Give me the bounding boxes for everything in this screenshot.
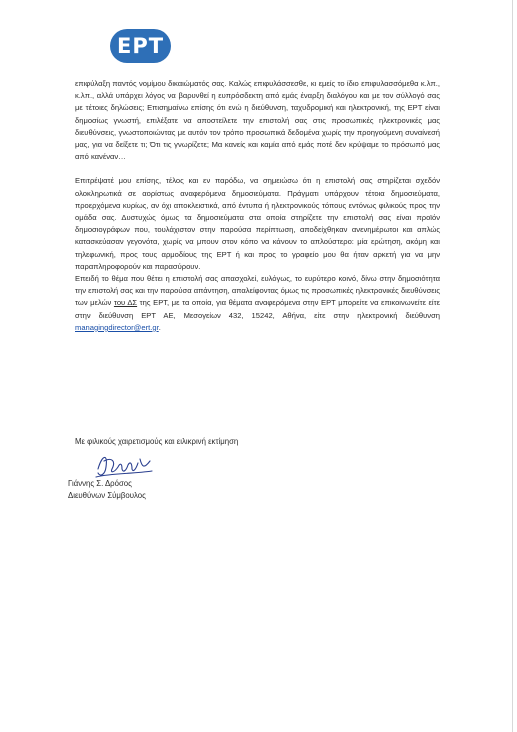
- signer-name: Γιάννης Σ. Δρόσος: [68, 479, 132, 488]
- closing-salutation: Με φιλικούς χαιρετισμούς και ειλικρινή εκτίμηση: [75, 437, 239, 446]
- paragraph-1: επιφύλαξη παντός νομίμου δικαιώματός σας. Καλώς επιφυλάσσεσθε, κι εμείς το ίδιο επιφυλασσόμεθα κ.λπ., κ.λπ., αλλά υπάρχει λόγος να βαρυνθεί η ευπρόσδεκτη από εμάς έναρξη διαλόγου και με τον σύλλογό σας με τέτοιες δηλώσεις; Επισημαίνω επίσης ότι ενώ η διεύθυνση, ταχυδρομική και ηλεκτρονική, της ΕΡΤ είναι δημοσίως γνωστή, επιλέξατε να αποστείλετε την επιστολή σας στις προσωπικές ηλεκτρονικές μας διευθύνσεις, γνωστοποιώντας με αυτόν τον τρόπο προσωπικά δεδομένα χωρίς την προηγούμενη συναίνεσή μας, για να δείξετε τι; Ότι τις γνωρίζετε; Μα κανείς και καμία από εμάς ποτέ δεν κρύψαμε το πρόσωπό μας από κανέναν…: [75, 79, 440, 162]
- page-edge: [512, 0, 513, 732]
- signer-title: Διευθύνων Σύμβουλος: [68, 491, 146, 500]
- paragraph-3-text-b: της ΕΡΤ, με τα οποία, για θέματα αναφερόμενα στην ΕΡΤ μπορείτε να επικοινωνείτε είτε στην διεύθυνση ΕΡΤ ΑΕ, Μεσογείων 432, 15242, Αθήνα, είτε στην ηλεκτρονική διεύθυνση: [75, 298, 440, 320]
- letter-body: [75, 78, 440, 334]
- paragraph-3-underlined: του ΔΣ: [113, 298, 138, 308]
- paragraph-3-text-a: Επειδή το θέμα που θέτει η επιστολή σας απασχολεί, ευλόγως, το ευρύτερο κοινό, δίνω στην δημοσιότητα την επιστολή σας και την παρούσα απάντηση, απαλείφοντας όμως τις προσωπικές ηλεκτρονικές διευθύνσεις των μελών: [75, 274, 440, 308]
- paragraph-3: [75, 273, 440, 334]
- ert-logo: ΕΡΤ: [110, 29, 171, 63]
- paragraph-2: Επιτρέψατέ μου επίσης, τέλος και εν παρόδω, να σημειώσω ότι η επιστολή σας στηρίζεται σχεδόν ολοκληρωτικά σε αορίστως αναφερόμενα δημοσιεύματα. Πράγματι υπάρχουν τέτοια δημοσιεύματα, προερχόμενα κυρίως, αν όχι αποκλειστικά, από έντυπα ή ηλεκτρονικούς τόπους εντόνως φιλικούς προς την ομάδα σας. Δυστυχώς όμως τα δημοσιεύματα στα οποία στηρίζετε την επιστολή σας είναι προϊόν δημοσιογράφων που, τουλάχιστον στην παρούσα περίπτωση, αποδείχθηκαν ανενημέρωτοι και απλώς κατασκεύασαν γεγονότα, χωρίς να μπουν στον κόπο να κάνουν το απλούστερο: μία ερώτηση, ακόμη και τηλεφωνική, προς τους αρμοδίους της ΕΡΤ ή και προς το γραφείο μου θα ήταν αρκετή για να μην παραπληροφορούν και παρασύρουν.: [75, 176, 440, 271]
- email-link[interactable]: managingdirector@ert.gr: [75, 322, 159, 332]
- paragraph-3-end: .: [158, 322, 161, 332]
